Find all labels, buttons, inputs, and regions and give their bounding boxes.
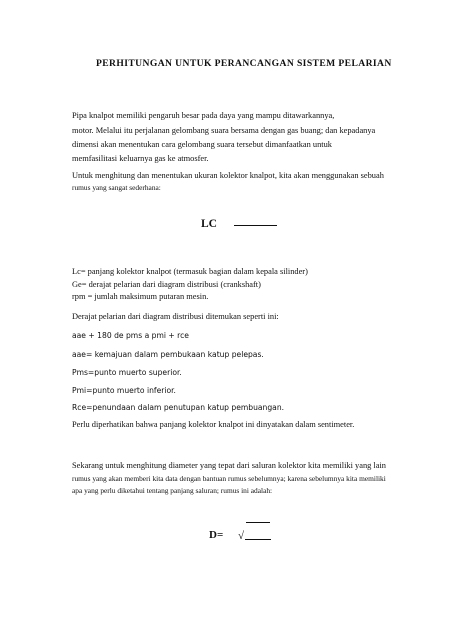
- def-pms: Pms=punto muerto superior.: [72, 368, 182, 377]
- sekarang-line-3: apa yang perlu diketahui tentang panjang saluran; rumus ini adalah:: [72, 486, 273, 495]
- formula-lc-fraction-line: [234, 225, 277, 226]
- intro-line-2: motor. Melalui itu perjalanan gelombang suara bersama dengan gas buang; dan kepadanya: [72, 126, 376, 135]
- sqrt-baseline: [245, 539, 271, 540]
- def-ge: Ge= derajat pelarian dari diagram distribusi (crankshaft): [72, 280, 261, 289]
- sqrt-vinculum: [246, 522, 270, 523]
- formula-d: D=: [209, 529, 224, 541]
- perlu-note: Perlu diperhatikan bahwa panjang kolektor knalpot ini dinyatakan dalam sentimeter.: [72, 420, 355, 429]
- untuk-line-1: Untuk menghitung dan menentukan ukuran kolektor knalpot, kita akan menggunakan sebuah: [72, 171, 384, 180]
- formula-lc: LC: [201, 218, 217, 230]
- intro-line-3: dimensi akan menentukan cara gelombang suara tersebut dimanfaatkan untuk: [72, 140, 332, 149]
- intro-line-4: memfasilitasi keluarnya gas ke atmosfer.: [72, 154, 209, 163]
- intro-line-1: Pipa knalpot memiliki pengaruh besar pada daya yang mampu ditawarkannya,: [72, 111, 335, 120]
- def-aae: aae= kemajuan dalam pembukaan katup pelepas.: [72, 350, 264, 359]
- page-title: PERHITUNGAN UNTUK PERANCANGAN SISTEM PELARIAN: [96, 58, 392, 69]
- sqrt-icon: √: [238, 530, 245, 542]
- sekarang-line-1: Sekarang untuk menghitung diameter yang tepat dari saluran kolektor kita memiliki yang lain: [72, 461, 386, 470]
- def-rpm: rpm = jumlah maksimum putaran mesin.: [72, 292, 209, 301]
- derajat-intro: Derajat pelarian dari diagram distribusi ditemukan seperti ini:: [72, 312, 279, 321]
- def-lc: Lc= panjang kolektor knalpot (termasuk bagian dalam kepala silinder): [72, 267, 308, 276]
- sekarang-line-2: rumus yang akan memberi kita data dengan bantuan rumus sebelumnya; karena sebelumnya kita memiliki: [72, 474, 386, 483]
- formula-derajat: aae + 180 de pms a pmi + rce: [72, 331, 189, 340]
- def-rce: Rce=penundaan dalam penutupan katup pembuangan.: [72, 403, 285, 412]
- def-pmi: Pmi=punto muerto inferior.: [72, 386, 176, 395]
- untuk-line-2: rumus yang sangat sederhana:: [72, 183, 161, 192]
